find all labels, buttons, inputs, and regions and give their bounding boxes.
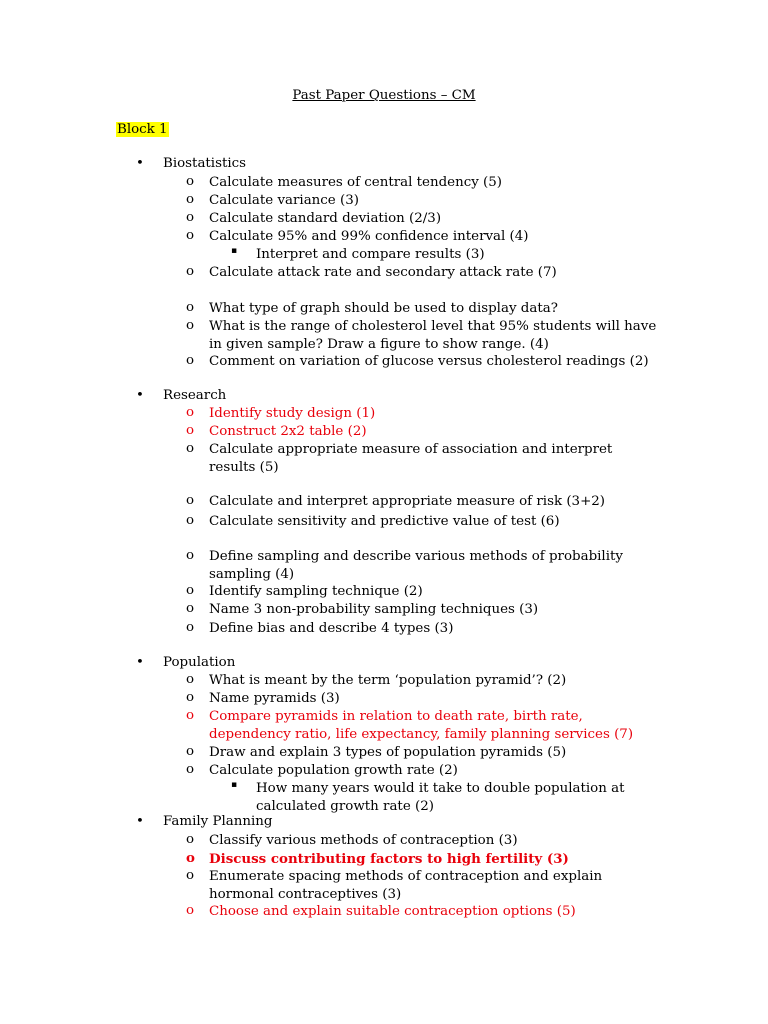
bullet-o: o [186, 672, 195, 687]
bullet-dot: • [136, 655, 144, 670]
list-item: Draw and explain 3 types of population pyramids (5) [209, 745, 567, 760]
bullet-o: o [186, 423, 195, 438]
bullet-o: o [186, 868, 195, 883]
bullet-square: ▪ [231, 780, 238, 790]
bullet-o: o [186, 708, 195, 723]
page-title: Past Paper Questions – CM [292, 88, 476, 103]
list-item: How many years would it take to double population at calculated growth rate (2) [256, 781, 625, 814]
bullet-o: o [186, 192, 195, 207]
list-item: Discuss contributing factors to high fertility (3) [209, 851, 569, 867]
section-heading-biostatistics: Biostatistics [163, 156, 246, 171]
list-item: Define bias and describe 4 types (3) [209, 621, 454, 636]
bullet-o: o [186, 620, 195, 635]
list-item: What is meant by the term ‘population pyramid’? (2) [209, 673, 567, 688]
bullet-o: o [186, 353, 195, 368]
bullet-o: o [186, 583, 195, 598]
bullet-o: o [186, 228, 195, 243]
section-heading-population: Population [163, 655, 236, 670]
list-item: Calculate attack rate and secondary attack rate (7) [209, 265, 557, 280]
bullet-o: o [186, 903, 195, 918]
list-item: Calculate variance (3) [209, 193, 359, 208]
list-item: Identify study design (1) [209, 406, 376, 421]
bullet-o: o [186, 601, 195, 616]
list-item: Define sampling and describe various methods of probability sampling (4) [209, 549, 623, 582]
list-item: What is the range of cholesterol level that 95% students will have in given sample? Draw a figure to show range. (4) [209, 319, 657, 352]
bullet-o: o [186, 513, 195, 528]
list-item: Identify sampling technique (2) [209, 584, 423, 599]
section-heading-family-planning: Family Planning [163, 814, 273, 829]
list-item: Calculate 95% and 99% confidence interval (4) [209, 229, 529, 244]
list-item: Calculate sensitivity and predictive value of test (6) [209, 514, 560, 529]
list-item: Classify various methods of contraception (3) [209, 833, 518, 848]
list-item: Construct 2x2 table (2) [209, 424, 367, 439]
bullet-square: ▪ [231, 246, 238, 256]
bullet-dot: • [136, 388, 144, 403]
list-item: Calculate population growth rate (2) [209, 763, 458, 778]
list-item: Interpret and compare results (3) [256, 247, 485, 262]
list-item: Choose and explain suitable contraception options (5) [209, 904, 576, 919]
bullet-o: o [186, 174, 195, 189]
bullet-o: o [186, 744, 195, 759]
bullet-o: o [186, 318, 195, 333]
list-item: What type of graph should be used to display data? [209, 301, 558, 316]
list-item: Calculate appropriate measure of association and interpret results (5) [209, 442, 613, 475]
bullet-o: o [186, 264, 195, 279]
list-item: Name pyramids (3) [209, 691, 340, 706]
bullet-o: o [186, 493, 195, 508]
bullet-o: o [186, 548, 195, 563]
list-item: Calculate and interpret appropriate measure of risk (3+2) [209, 494, 606, 509]
list-item: Compare pyramids in relation to death rate, birth rate, dependency ratio, life expectancy, family planning services (7) [209, 709, 634, 742]
bullet-dot: • [136, 814, 144, 829]
section-heading-research: Research [163, 388, 227, 403]
bullet-o: o [186, 690, 195, 705]
bullet-o: o [186, 405, 195, 420]
bullet-o: o [186, 210, 195, 225]
bullet-o: o [186, 300, 195, 315]
list-item: Calculate standard deviation (2/3) [209, 211, 442, 226]
bullet-o: o [186, 441, 195, 456]
list-item: Enumerate spacing methods of contraception and explain hormonal contraceptives (3) [209, 869, 603, 902]
list-item: Calculate measures of central tendency (5) [209, 175, 502, 190]
bullet-o: o [186, 832, 195, 847]
list-item: Name 3 non-probability sampling techniques (3) [209, 602, 539, 617]
bullet-o: o [186, 762, 195, 777]
block-label: Block 1 [117, 122, 168, 137]
list-item: Comment on variation of glucose versus cholesterol readings (2) [209, 354, 649, 369]
bullet-dot: • [136, 156, 144, 171]
bullet-o: o [186, 850, 195, 866]
